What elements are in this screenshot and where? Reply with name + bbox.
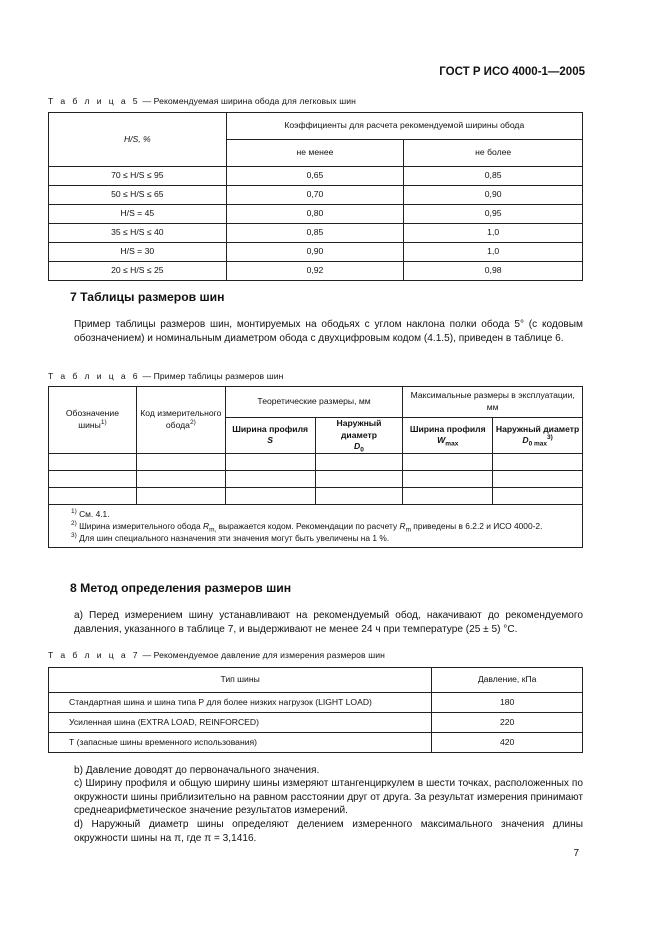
table-row: 70 ≤ H/S ≤ 95 0,65 0,85 <box>49 167 583 186</box>
table5-caption: Т а б л и ц а 5 — Рекомендуемая ширина обода для легковых шин <box>48 96 357 106</box>
table7-caption: Т а б л и ц а 7 — Рекомендуемое давление для измерения размеров шин <box>48 650 385 660</box>
table6-header-theoretical: Теоретические размеры, мм <box>225 387 403 418</box>
table6-header-width: Ширина профиля S <box>225 418 315 454</box>
section7-heading: 7 Таблицы размеров шин <box>70 290 225 304</box>
table-row: Т (запасные шины временного использования) 420 <box>49 733 583 753</box>
table-row <box>49 487 583 504</box>
table-row <box>49 470 583 487</box>
table-row: H/S = 45 0,80 0,95 <box>49 205 583 224</box>
table6-caption: Т а б л и ц а 6 — Пример таблицы размеров шин <box>48 371 284 381</box>
table-row: H/S = 30 0,90 1,0 <box>49 243 583 262</box>
table6-footnotes: $^{1)}$ См. 4.1. $^{2)}$ Ширина измерительного обода $R_{m,}$ выражается кодом. Рекомендации по расчету $R_m$ приведены в 6.2.2 и ИСО 4000-2. $^{3)}$ Для шин специального назначения эти значения могут быть увеличены на 1 %. <box>49 504 583 548</box>
table6-header-rim-code: Код измерительного обода$^{2)}$ <box>136 387 225 454</box>
table5-header-coef: Коэффициенты для расчета рекомендуемой ширины обода <box>226 113 582 140</box>
table-row <box>49 453 583 470</box>
table6-header-designation: Обозначение шины$^{1)}$ <box>49 387 137 454</box>
table-row: 20 ≤ H/S ≤ 25 0,92 0,98 <box>49 262 583 281</box>
table5-header-max: не более <box>404 140 583 167</box>
section8-paragraph-a: a) Перед измерением шину устанавливают на рекомендуемый обод, накачивают до рекомендуемого давления, указанного в таблице 7, и выдерживают не менее 24 ч при температуре (25 ± 5) °С. <box>74 610 583 635</box>
table6-header-wmax: Ширина профиля $W_{max}$ <box>403 418 493 454</box>
table7-header-type: Тип шины <box>49 668 432 693</box>
table-row: 35 ≤ H/S ≤ 40 0,85 1,0 <box>49 224 583 243</box>
table-row: Усиленная шина (EXTRA LOAD, REINFORCED) 220 <box>49 713 583 733</box>
document-code: ГОСТ Р ИСО 4000-1—2005 <box>439 66 585 78</box>
table6-header-diameter: Наружный диаметр $D_0$ <box>315 418 403 454</box>
paragraph-b: b) Давление доводят до первоначального значения. <box>74 765 320 776</box>
table5 <box>48 112 583 281</box>
table6 <box>48 386 583 548</box>
table5-header-hs: H/S, % <box>49 113 227 167</box>
table7 <box>48 667 583 753</box>
table-row: Стандартная шина и шина типа Р для более низких нагрузок (LIGHT LOAD) 180 <box>49 693 583 713</box>
table6-header-dmax: Наружный диаметр $D_{0 max}^{3)}$ <box>493 418 583 454</box>
section8-heading: 8 Метод определения размеров шин <box>70 581 292 595</box>
table5-header-min: не менее <box>226 140 404 167</box>
table6-header-max-service: Максимальные размеры в эксплуатации, мм <box>403 387 583 418</box>
table-row: 50 ≤ H/S ≤ 65 0,70 0,90 <box>49 186 583 205</box>
paragraph-c: c) Ширину профиля и общую ширину шины измеряют штангенциркулем в шести точках, расположенных по окружности шины приблизительно на равном расстоянии друг от друга. За результат измерения принимают среднеарифметическое значение результатов измерений. <box>74 778 583 816</box>
table7-header-pressure: Давление, кПа <box>432 668 583 693</box>
section7-paragraph: Пример таблицы размеров шин, монтируемых на ободьях с углом наклона полки обода 5° (с кодовым обозначением) и номинальным диаметром обода с двухцифровым кодом (4.1.5), приведен в таблице 6. <box>74 319 583 344</box>
paragraph-d: d) Наружный диаметр шины определяют делением измеренного максимального значения длины окружности шины на π, где π = 3,1416. <box>74 819 583 844</box>
page-number: 7 <box>573 848 579 859</box>
